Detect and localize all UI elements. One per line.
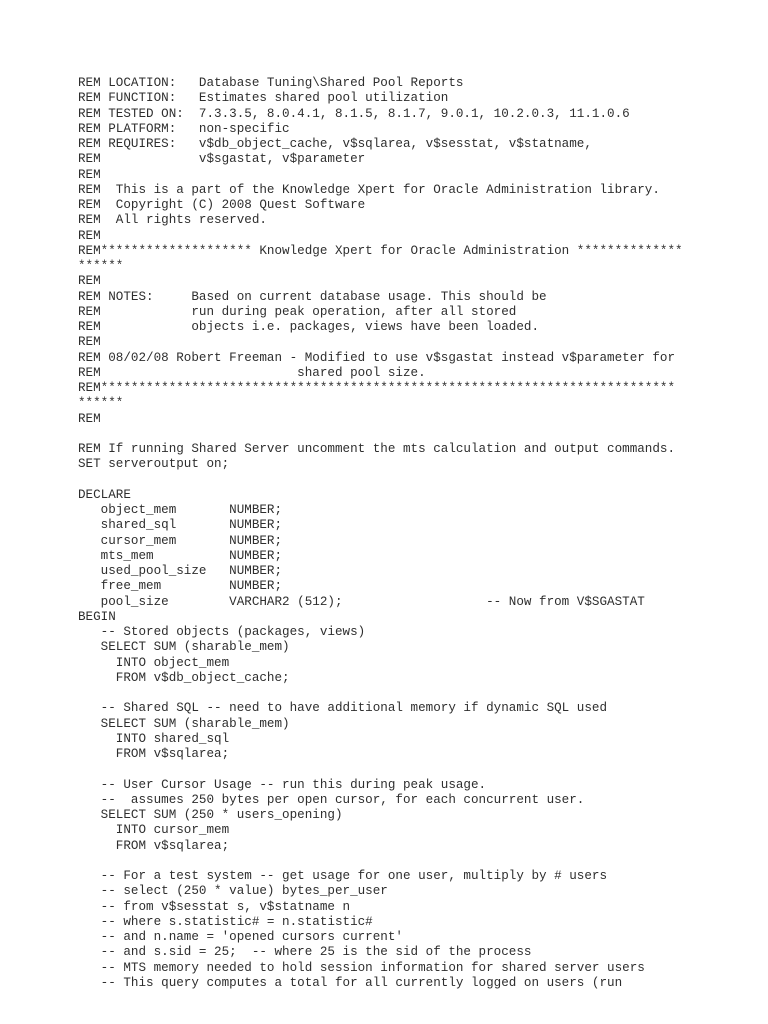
- code-line: REM v$sgastat, v$parameter: [78, 152, 366, 167]
- code-line: REM: [78, 228, 101, 243]
- code-line: REM****************************************************************************: [78, 381, 676, 395]
- code-line: REM REQUIRES: v$db_object_cache, v$sqlarea, v$sesstat, v$statname,: [78, 137, 592, 151]
- code-line: [78, 686, 683, 701]
- code-line: -- and n.name = 'opened cursors current': [78, 930, 403, 944]
- code-line: REM PLATFORM: non-specific: [78, 121, 290, 136]
- code-line: REM objects i.e. packages, views have been loaded.: [78, 320, 540, 334]
- code-line: SELECT SUM (sharable_mem): [78, 640, 290, 655]
- code-line: -- MTS memory needed to hold session information for shared server users: [78, 960, 645, 975]
- code-line: REM run during peak operation, after all stored: [78, 304, 517, 319]
- code-line: SELECT SUM (sharable_mem): [78, 716, 290, 731]
- code-line: pool_size VARCHAR2 (512); -- Now from V$SGASTAT: [78, 594, 645, 609]
- code-line: -- where s.statistic# = n.statistic#: [78, 914, 373, 929]
- code-line: REM Copyright (C) 2008 Quest Software: [78, 198, 366, 212]
- code-line: [78, 854, 683, 869]
- code-line: SELECT SUM (250 * users_opening): [78, 808, 343, 822]
- code-line: REM: [78, 167, 101, 182]
- code-line: REM FUNCTION: Estimates shared pool utilization: [78, 91, 449, 106]
- code-line: REM TESTED ON: 7.3.3.5, 8.0.4.1, 8.1.5, 8.1.7, 9.0.1, 10.2.0.3, 11.1.0.6: [78, 106, 630, 121]
- code-line: -- and s.sid = 25; -- where 25 is the sid of the process: [78, 945, 532, 960]
- code-line: cursor_mem NUMBER;: [78, 533, 283, 548]
- code-line: REM: [78, 274, 101, 289]
- code-line: shared_sql NUMBER;: [78, 518, 283, 533]
- code-line: -- from v$sesstat s, v$statname n: [78, 899, 351, 914]
- code-line: ******: [78, 259, 124, 273]
- code-line: REM: [78, 411, 101, 426]
- code-line: ******: [78, 396, 124, 411]
- code-line: [78, 427, 683, 442]
- code-line: FROM v$db_object_cache;: [78, 670, 290, 685]
- code-line: -- User Cursor Usage -- run this during peak usage.: [78, 777, 487, 792]
- code-line: object_mem NUMBER;: [78, 503, 283, 517]
- code-line: FROM v$sqlarea;: [78, 838, 230, 853]
- code-line: -- assumes 250 bytes per open cursor, for each concurrent user.: [78, 792, 585, 807]
- code-line: INTO shared_sql: [78, 731, 230, 746]
- code-line: SET serveroutput on;: [78, 457, 230, 472]
- code-line: REM 08/02/08 Robert Freeman - Modified to use v$sgastat instead v$parameter for: [78, 350, 676, 365]
- code-line: -- For a test system -- get usage for one user, multiply by # users: [78, 869, 608, 883]
- code-line: -- Stored objects (packages, views): [78, 625, 366, 639]
- code-line: -- select (250 * value) bytes_per_user: [78, 884, 388, 899]
- code-line: -- Shared SQL -- need to have additional memory if dynamic SQL used: [78, 701, 608, 716]
- code-line: BEGIN: [78, 609, 116, 624]
- code-line: REM All rights reserved.: [78, 213, 267, 228]
- code-line: REM If running Shared Server uncomment the mts calculation and output commands.: [78, 442, 676, 456]
- code-line: [78, 473, 683, 488]
- code-line: used_pool_size NUMBER;: [78, 564, 283, 578]
- code-line: FROM v$sqlarea;: [78, 747, 230, 761]
- code-line: free_mem NUMBER;: [78, 579, 283, 594]
- code-line: -- This query computes a total for all currently logged on users (run: [78, 975, 623, 990]
- code-line: INTO object_mem: [78, 655, 230, 670]
- code-line: [78, 762, 683, 777]
- code-line: mts_mem NUMBER;: [78, 548, 283, 563]
- code-line: REM shared pool size.: [78, 365, 426, 380]
- code-line: REM NOTES: Based on current database usage. This should be: [78, 289, 547, 304]
- code-line: REM This is a part of the Knowledge Xpert for Oracle Administration library.: [78, 182, 660, 197]
- code-line: REM LOCATION: Database Tuning\Shared Pool Reports: [78, 76, 464, 90]
- code-line: INTO cursor_mem: [78, 823, 230, 838]
- code-line: REM: [78, 335, 101, 350]
- code-line: REM******************** Knowledge Xpert for Oracle Administration **************: [78, 243, 683, 258]
- code-line: DECLARE: [78, 487, 131, 502]
- sql-script-text: [78, 76, 683, 991]
